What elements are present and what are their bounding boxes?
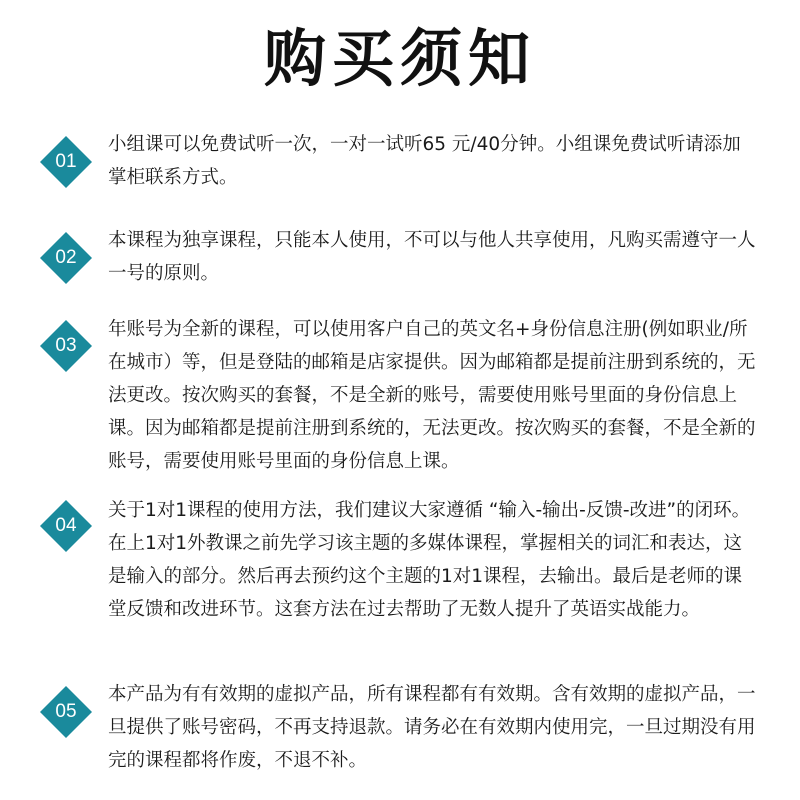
page-title: 购买须知 <box>263 22 536 95</box>
diamond-badge-icon <box>40 136 92 188</box>
item-number: 03 <box>55 335 77 356</box>
notice-text: 本产品为有有效期的虚拟产品，所有课程都有有效期。含有效期的虚拟产品，一旦提供了账号密码，不再支持退款。请务必在有效期内使用完，一旦过期没有用完的课程都将作废，不退不补。 <box>108 684 756 771</box>
diamond-badge-icon <box>40 320 92 372</box>
item-number: 02 <box>55 247 77 268</box>
item-number: 04 <box>55 515 77 536</box>
notice-text: 关于1对1课程的使用方法，我们建议大家遵循 “输入-输出-反馈-改进”的闭环。在上1对1外教课之前先学习该主题的多媒体课程，掌握相关的词汇和表达，这是输入的部分。然后再去预约这个主题的1对1课程，去输出。最后是老师的课堂反馈和改进环节。这套方法在过去帮助了无数人提升了英语实战能力。 <box>108 500 751 620</box>
diamond-badge-icon <box>40 232 92 284</box>
notice-text: 小组课可以免费试听一次，一对一试听65 元/40分钟。小组课免费试听请添加掌柜联系方式。 <box>108 134 741 188</box>
item-number: 01 <box>55 151 77 172</box>
notice-text: 本课程为独享课程，只能本人使用，不可以与他人共享使用，凡购买需遵守一人一号的原则。 <box>108 230 756 284</box>
item-number: 05 <box>55 701 77 722</box>
notice-text: 年账号为全新的课程，可以使用客户自己的英文名+身份信息注册(例如职业/所在城市）等，但是登陆的邮箱是店家提供。因为邮箱都是提前注册到系统的，无法更改。按次购买的套餐，不是全新的账号，需要使用账号里面的身份信息上课。因为邮箱都是提前注册到系统的，无法更改。按次购买的套餐，不是全新的账号，需要使用账号里面的身份信息上课。 <box>108 319 756 472</box>
diamond-badge-icon <box>40 500 92 552</box>
diamond-badge-icon <box>40 686 92 738</box>
